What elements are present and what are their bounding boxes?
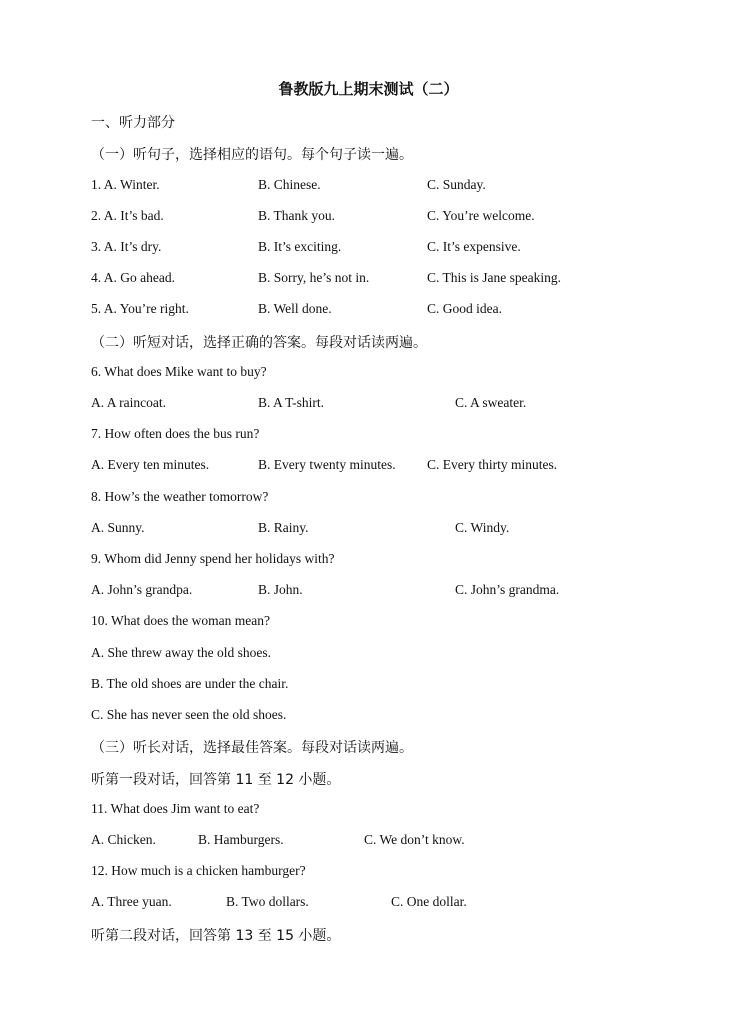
q12-option-b: B. Two dollars. — [226, 894, 309, 909]
q1-option-a: 1. A. Winter. — [91, 177, 160, 192]
q11-option-a: A. Chicken. — [91, 832, 156, 847]
q5-option-c: C. Good idea. — [427, 301, 502, 316]
q11-question: 11. What does Jim want to eat? — [91, 801, 260, 816]
q5-option-a: 5. A. You’re right. — [91, 301, 189, 316]
q12-option-c: C. One dollar. — [391, 894, 467, 909]
q9-option-a: A. John’s grandpa. — [91, 582, 193, 597]
q11-option-b: B. Hamburgers. — [198, 832, 284, 847]
q7-option-a: A. Every ten minutes. — [91, 457, 210, 472]
q6-question: 6. What does Mike want to buy? — [91, 364, 267, 379]
q7-option-b: B. Every twenty minutes. — [258, 457, 396, 472]
q10-option-c: C. She has never seen the old shoes. — [91, 707, 287, 722]
q2-option-a: 2. A. It’s bad. — [91, 208, 164, 223]
q5-option-b: B. Well done. — [258, 301, 332, 316]
q8-option-c: C. Windy. — [455, 520, 510, 535]
q8-option-a: A. Sunny. — [91, 520, 145, 535]
q4-option-a: 4. A. Go ahead. — [91, 270, 175, 285]
q12-option-a: A. Three yuan. — [91, 894, 172, 909]
section3-heading: （三）听长对话，选择最佳答案。每段对话读两遍。 — [91, 740, 413, 756]
page-title: 鲁教版九上期末测试（二） — [278, 80, 459, 98]
q10-option-b: B. The old shoes are under the chair. — [91, 676, 289, 691]
q4-option-c: C. This is Jane speaking. — [427, 270, 561, 285]
q6-option-c: C. A sweater. — [455, 395, 527, 410]
q12-question: 12. How much is a chicken hamburger? — [91, 863, 306, 878]
q7-option-c: C. Every thirty minutes. — [427, 457, 558, 472]
q2-option-c: C. You’re welcome. — [427, 208, 535, 223]
part1-heading: 一、听力部分 — [91, 115, 175, 131]
q1-option-b: B. Chinese. — [258, 177, 321, 192]
q10-option-a: A. She threw away the old shoes. — [91, 645, 271, 660]
q8-option-b: B. Rainy. — [258, 520, 309, 535]
q3-option-a: 3. A. It’s dry. — [91, 239, 162, 254]
q3-option-b: B. It’s exciting. — [258, 239, 342, 254]
q6-option-a: A. A raincoat. — [91, 395, 166, 410]
q7-question: 7. How often does the bus run? — [91, 426, 260, 441]
q3-option-c: C. It’s expensive. — [427, 239, 521, 254]
q9-question: 9. Whom did Jenny spend her holidays with? — [91, 551, 335, 566]
q9-option-b: B. John. — [258, 582, 303, 597]
dialog1-instruction: 听第一段对话，回答第 11 至 12 小题。 — [91, 772, 341, 788]
q6-option-b: B. A T-shirt. — [258, 395, 325, 410]
section1-heading: （一）听句子，选择相应的语句。每个句子读一遍。 — [91, 147, 413, 163]
q10-question: 10. What does the woman mean? — [91, 613, 270, 628]
q9-option-c: C. John’s grandma. — [455, 582, 560, 597]
q2-option-b: B. Thank you. — [258, 208, 335, 223]
q4-option-b: B. Sorry, he’s not in. — [258, 270, 370, 285]
q11-option-c: C. We don’t know. — [364, 832, 465, 847]
section2-heading: （二）听短对话，选择正确的答案。每段对话读两遍。 — [91, 335, 427, 351]
q8-question: 8. How’s the weather tomorrow? — [91, 489, 269, 504]
q1-option-c: C. Sunday. — [427, 177, 486, 192]
dialog2-instruction: 听第二段对话，回答第 13 至 15 小题。 — [91, 928, 341, 944]
